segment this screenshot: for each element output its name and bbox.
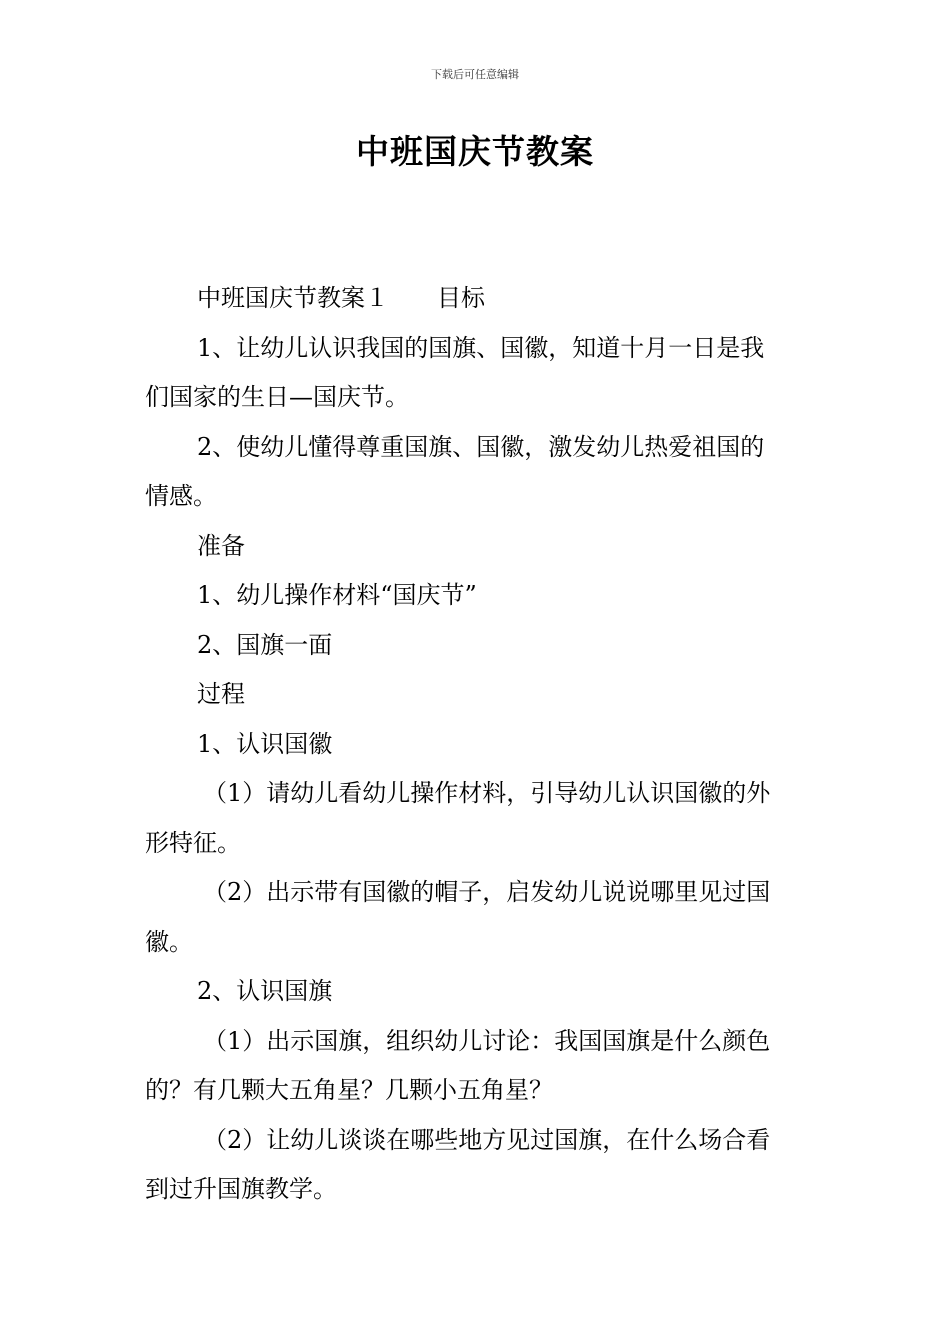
paragraph-line: 1、认识国徽 [197, 729, 333, 758]
paragraph-line: 过程 [197, 680, 245, 708]
section-heading-goal: 目标 [437, 284, 485, 312]
paragraph-line: 2、国旗一面 [197, 630, 333, 659]
paragraph-line: 形特征。 [145, 828, 241, 857]
header-note: 下载后可任意编辑 [431, 68, 519, 81]
paragraph-line: 2、认识国旗 [197, 977, 333, 1005]
paragraph-line: 们国家的生日—国庆节。 [145, 383, 409, 411]
document-body [145, 274, 810, 1215]
paragraph-line: 2、使幼儿懂得尊重国旗、国徽，激发幼儿热爱祖国的 [197, 432, 765, 461]
paragraph-line: 准备 [197, 531, 245, 560]
paragraph-line: （2）让幼儿谈谈在哪些地方见过国旗，在什么场合看 [203, 1125, 771, 1154]
section-heading-label: 中班国庆节教案１ [197, 284, 389, 312]
paragraph-line: （2）出示带有国徽的帽子，启发幼儿说说哪里见过国 [203, 878, 771, 906]
paragraph-line: 情感。 [145, 482, 217, 510]
document-title: 中班国庆节教案 [356, 132, 594, 171]
paragraph-line: 的？有几颗大五角星？几颗小五角星？ [145, 1076, 553, 1104]
paragraph-line: 1、幼儿操作材料“国庆节” [197, 581, 477, 609]
paragraph-line: 1、让幼儿认识我国的国旗、国徽，知道十月一日是我 [197, 333, 765, 362]
paragraph-line: 到过升国旗教学。 [145, 1175, 337, 1203]
section-heading [145, 274, 810, 324]
paragraph-line: （1）出示国旗，组织幼儿讨论：我国国旗是什么颜色 [203, 1026, 771, 1055]
paragraph-line: 徽。 [145, 927, 193, 956]
paragraph-line: （1）请幼儿看幼儿操作材料，引导幼儿认识国徽的外 [203, 779, 771, 807]
